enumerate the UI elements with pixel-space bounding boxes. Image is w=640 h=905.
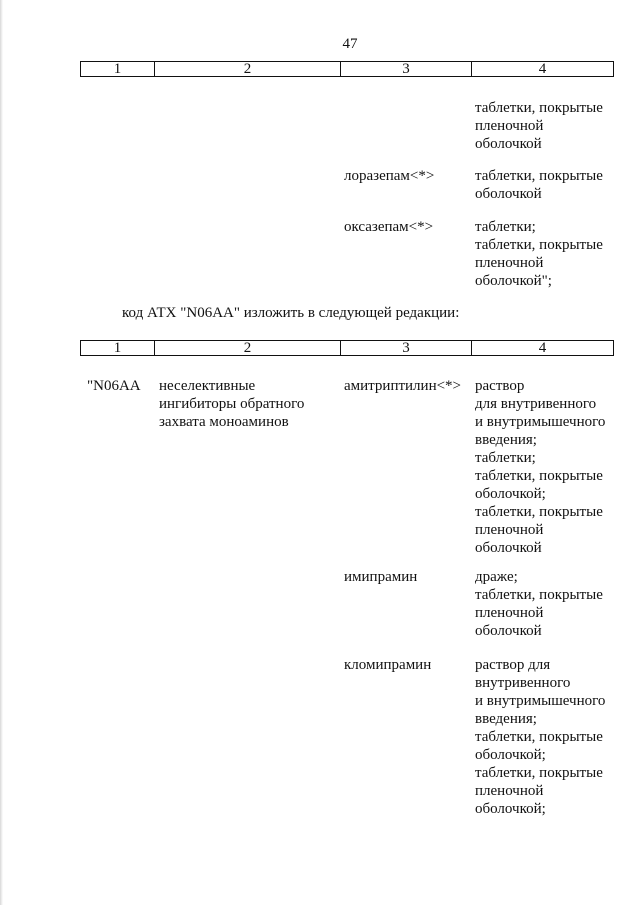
bottom-row-2-form: драже; таблетки, покрытые пленочной оболочкой [475,569,603,639]
header-col-2: 2 [154,62,340,76]
header-col-3: 3 [340,62,471,76]
instruction-paragraph: код АТХ "N06AA" изложить в следующей редакции: [122,305,460,321]
bottom-row-1-form: раствор для внутривенного и внутримышечного введения; таблетки; таблетки, покрытые оболочкой; таблетки, покрытые пленочной оболочкой [475,378,606,556]
top-row-3-form: таблетки; таблетки, покрытые пленочной оболочкой"; [475,219,603,289]
atc-code: "N06AA [87,378,141,394]
header-col-4: 4 [471,341,613,355]
table-header-bottom [80,340,614,356]
header-col-4: 4 [471,62,613,76]
table-header-top [80,61,614,77]
bottom-row-3-drug: кломипрамин [344,657,432,673]
bottom-row-3-form: раствор для внутривенного и внутримышечного введения; таблетки, покрытые оболочкой; таблетки, покрытые пленочной оболочкой; [475,657,606,817]
atc-group-name: неселективные ингибиторы обратного захвата моноаминов [159,378,305,430]
bottom-row-2-drug: имипрамин [344,569,418,585]
header-col-2: 2 [154,341,340,355]
page-number: 47 [342,36,358,52]
top-row-2-drug: лоразепам<*> [344,168,435,184]
top-row-3-drug: оксазепам<*> [344,219,434,235]
header-col-3: 3 [340,341,471,355]
top-row-2-form: таблетки, покрытые оболочкой [475,168,603,202]
header-col-1: 1 [113,61,122,77]
top-row-1-form: таблетки, покрытые пленочной оболочкой [475,100,603,152]
bottom-row-1-drug: амитриптилин<*> [344,378,462,394]
scan-edge [0,0,3,905]
header-col-1: 1 [113,340,122,356]
